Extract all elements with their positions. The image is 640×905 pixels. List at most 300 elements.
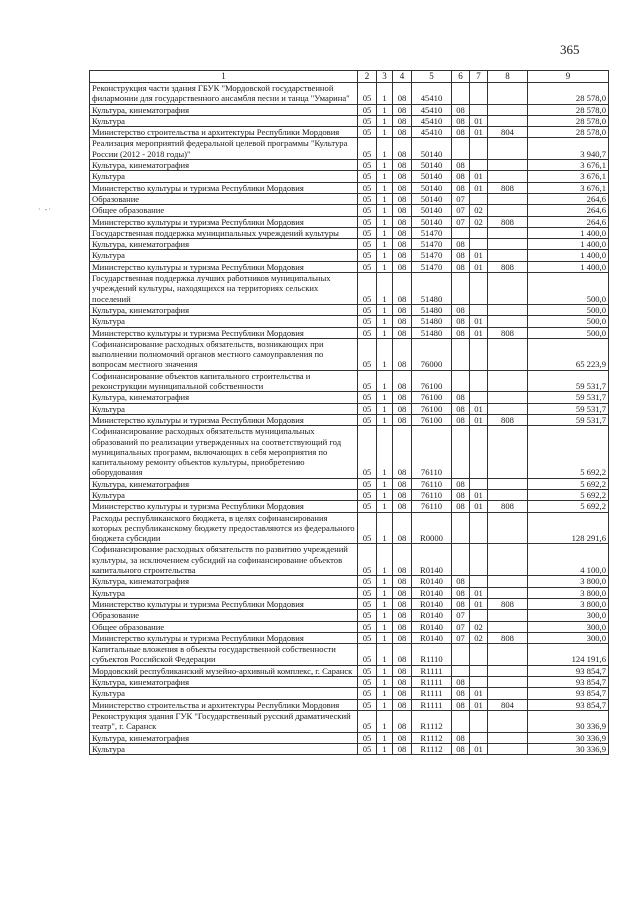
item-name-cell: Министерство культуры и туризма Республики Мордовия: [90, 261, 358, 272]
code-cell: 08: [393, 392, 412, 403]
code-cell: 08: [393, 501, 412, 512]
ministry-code-cell: 804: [488, 699, 528, 710]
code-cell: 08: [393, 587, 412, 598]
item-name-cell: Министерство культуры и туризма Республики Мордовия: [90, 598, 358, 609]
amount-cell: 5 692,2: [528, 501, 609, 512]
ministry-code-cell: [488, 392, 528, 403]
code-cell: 1: [377, 610, 393, 621]
code-cell: 1: [377, 104, 393, 115]
section-code-cell: [452, 665, 470, 676]
code-cell: 08: [393, 338, 412, 370]
target-code-cell: 76000: [412, 338, 452, 370]
section-code-cell: 07: [452, 193, 470, 204]
code-cell: 08: [393, 544, 412, 576]
code-cell: 1: [377, 392, 393, 403]
item-name-cell: Министерство культуры и туризма Республики Мордовия: [90, 414, 358, 425]
ministry-code-cell: [488, 710, 528, 732]
amount-cell: 500,0: [528, 304, 609, 315]
code-cell: 1: [377, 576, 393, 587]
table-row: [90, 512, 609, 544]
section-code-cell: 08: [452, 598, 470, 609]
code-cell: 05: [358, 665, 377, 676]
table-row: [90, 127, 609, 138]
item-name-cell: Министерство культуры и туризма Республики Мордовия: [90, 632, 358, 643]
code-cell: 08: [393, 414, 412, 425]
amount-cell: 264,6: [528, 205, 609, 216]
amount-cell: 500,0: [528, 316, 609, 327]
amount-cell: 300,0: [528, 621, 609, 632]
target-code-cell: 51470: [412, 239, 452, 250]
target-code-cell: R0140: [412, 576, 452, 587]
table-row: [90, 227, 609, 238]
code-cell: 1: [377, 544, 393, 576]
subsection-code-cell: [470, 304, 488, 315]
target-code-cell: R1112: [412, 732, 452, 743]
ministry-code-cell: [488, 743, 528, 754]
target-code-cell: 76110: [412, 501, 452, 512]
code-cell: 05: [358, 743, 377, 754]
amount-cell: 93 854,7: [528, 688, 609, 699]
amount-cell: 128 291,6: [528, 512, 609, 544]
code-cell: 08: [393, 327, 412, 338]
section-code-cell: 07: [452, 216, 470, 227]
subsection-code-cell: [470, 392, 488, 403]
section-code-cell: 08: [452, 171, 470, 182]
table-header: [90, 71, 609, 83]
code-cell: 1: [377, 632, 393, 643]
table-row: [90, 699, 609, 710]
amount-cell: 1 400,0: [528, 227, 609, 238]
code-cell: 08: [393, 316, 412, 327]
ministry-code-cell: [488, 403, 528, 414]
target-code-cell: 50140: [412, 182, 452, 193]
margin-mark: · -·: [38, 205, 52, 214]
subsection-code-cell: 01: [470, 743, 488, 754]
code-cell: 1: [377, 171, 393, 182]
code-cell: 08: [393, 489, 412, 500]
target-code-cell: R0140: [412, 587, 452, 598]
item-name-cell: Министерство культуры и туризма Республики Мордовия: [90, 501, 358, 512]
section-code-cell: 08: [452, 587, 470, 598]
subsection-code-cell: [470, 512, 488, 544]
code-cell: 08: [393, 205, 412, 216]
section-code-cell: 08: [452, 327, 470, 338]
target-code-cell: 51470: [412, 227, 452, 238]
target-code-cell: R0000: [412, 512, 452, 544]
amount-cell: 93 854,7: [528, 677, 609, 688]
amount-cell: 300,0: [528, 632, 609, 643]
code-cell: 05: [358, 587, 377, 598]
section-code-cell: 07: [452, 632, 470, 643]
code-cell: 05: [358, 327, 377, 338]
code-cell: 1: [377, 644, 393, 666]
code-cell: 1: [377, 710, 393, 732]
item-name-cell: Культура, кинематография: [90, 677, 358, 688]
item-name-cell: Мордовский республиканский музейно-архивный комплекс, г. Саранск: [90, 665, 358, 676]
item-name-cell: Реконструкция части здания ГБУК "Мордовской государственной филармонии для государственного ансамбля песни и танца "Умарина": [90, 83, 358, 105]
target-code-cell: 51480: [412, 327, 452, 338]
ministry-code-cell: 808: [488, 632, 528, 643]
section-code-cell: 08: [452, 127, 470, 138]
section-code-cell: 08: [452, 489, 470, 500]
section-code-cell: 08: [452, 677, 470, 688]
section-code-cell: 08: [452, 104, 470, 115]
item-name-cell: Культура: [90, 587, 358, 598]
table-row: [90, 743, 609, 754]
ministry-code-cell: 808: [488, 414, 528, 425]
table-row: [90, 426, 609, 478]
section-code-cell: 08: [452, 160, 470, 171]
code-cell: 05: [358, 193, 377, 204]
item-name-cell: Культура: [90, 688, 358, 699]
amount-cell: 4 100,0: [528, 544, 609, 576]
code-cell: 05: [358, 677, 377, 688]
code-cell: 05: [358, 699, 377, 710]
ministry-code-cell: [488, 610, 528, 621]
target-code-cell: 51470: [412, 261, 452, 272]
amount-cell: 59 531,7: [528, 392, 609, 403]
ministry-code-cell: 808: [488, 261, 528, 272]
code-cell: 05: [358, 512, 377, 544]
subsection-code-cell: 01: [470, 489, 488, 500]
target-code-cell: R1111: [412, 677, 452, 688]
subsection-code-cell: [470, 83, 488, 105]
code-cell: 1: [377, 160, 393, 171]
code-cell: 08: [393, 688, 412, 699]
item-name-cell: Реконструкция здания ГУК "Государственный русский драматический театр", г. Саранск: [90, 710, 358, 732]
table-row: [90, 414, 609, 425]
section-code-cell: [452, 138, 470, 160]
section-code-cell: 08: [452, 182, 470, 193]
amount-cell: 28 578,0: [528, 104, 609, 115]
ministry-code-cell: 808: [488, 598, 528, 609]
subsection-code-cell: 01: [470, 598, 488, 609]
ministry-code-cell: [488, 489, 528, 500]
code-cell: 05: [358, 688, 377, 699]
code-cell: 1: [377, 512, 393, 544]
item-name-cell: Общее образование: [90, 621, 358, 632]
subsection-code-cell: [470, 193, 488, 204]
ministry-code-cell: [488, 115, 528, 126]
code-cell: 1: [377, 414, 393, 425]
subsection-code-cell: [470, 338, 488, 370]
code-cell: 05: [358, 392, 377, 403]
target-code-cell: R0140: [412, 610, 452, 621]
ministry-code-cell: [488, 587, 528, 598]
item-name-cell: Культура: [90, 743, 358, 754]
header-cell: 2: [358, 71, 377, 83]
ministry-code-cell: 808: [488, 501, 528, 512]
subsection-code-cell: [470, 138, 488, 160]
code-cell: 05: [358, 239, 377, 250]
target-code-cell: 50140: [412, 205, 452, 216]
table-row: [90, 632, 609, 643]
header-cell: 9: [528, 71, 609, 83]
table-row: [90, 338, 609, 370]
section-code-cell: 08: [452, 304, 470, 315]
code-cell: 1: [377, 743, 393, 754]
section-code-cell: 08: [452, 699, 470, 710]
amount-cell: 5 692,2: [528, 489, 609, 500]
item-name-cell: Образование: [90, 610, 358, 621]
code-cell: 1: [377, 598, 393, 609]
header-row: [90, 71, 609, 83]
subsection-code-cell: 01: [470, 182, 488, 193]
page-number: 365: [560, 42, 580, 57]
amount-cell: 3 676,1: [528, 160, 609, 171]
table-row: [90, 193, 609, 204]
code-cell: 05: [358, 338, 377, 370]
ministry-code-cell: [488, 250, 528, 261]
table-row: [90, 501, 609, 512]
code-cell: 05: [358, 160, 377, 171]
header-cell: 8: [488, 71, 528, 83]
table-row: [90, 273, 609, 305]
code-cell: 05: [358, 227, 377, 238]
code-cell: 1: [377, 677, 393, 688]
code-cell: 05: [358, 632, 377, 643]
item-name-cell: Культура: [90, 171, 358, 182]
code-cell: 05: [358, 171, 377, 182]
amount-cell: 28 578,0: [528, 115, 609, 126]
code-cell: 08: [393, 576, 412, 587]
target-code-cell: 76100: [412, 414, 452, 425]
code-cell: 05: [358, 304, 377, 315]
ministry-code-cell: [488, 370, 528, 392]
code-cell: 08: [393, 426, 412, 478]
amount-cell: 3 940,7: [528, 138, 609, 160]
amount-cell: 28 578,0: [528, 127, 609, 138]
code-cell: 1: [377, 261, 393, 272]
code-cell: 1: [377, 250, 393, 261]
target-code-cell: R1112: [412, 743, 452, 754]
section-code-cell: 08: [452, 414, 470, 425]
section-code-cell: 08: [452, 478, 470, 489]
ministry-code-cell: 808: [488, 216, 528, 227]
ministry-code-cell: [488, 304, 528, 315]
code-cell: 08: [393, 160, 412, 171]
header-cell: 3: [377, 71, 393, 83]
subsection-code-cell: 01: [470, 403, 488, 414]
ministry-code-cell: [488, 83, 528, 105]
code-cell: 05: [358, 544, 377, 576]
code-cell: 1: [377, 732, 393, 743]
item-name-cell: Культура, кинематография: [90, 576, 358, 587]
table-row: [90, 644, 609, 666]
header-cell: 4: [393, 71, 412, 83]
subsection-code-cell: [470, 273, 488, 305]
code-cell: 1: [377, 338, 393, 370]
target-code-cell: R0140: [412, 632, 452, 643]
ministry-code-cell: [488, 478, 528, 489]
code-cell: 08: [393, 304, 412, 315]
amount-cell: 264,6: [528, 216, 609, 227]
subsection-code-cell: 01: [470, 587, 488, 598]
code-cell: 05: [358, 127, 377, 138]
item-name-cell: Культура: [90, 316, 358, 327]
code-cell: 1: [377, 115, 393, 126]
section-code-cell: 08: [452, 250, 470, 261]
code-cell: 08: [393, 182, 412, 193]
code-cell: 1: [377, 665, 393, 676]
subsection-code-cell: [470, 576, 488, 587]
table-row: [90, 576, 609, 587]
code-cell: 05: [358, 261, 377, 272]
table-row: [90, 327, 609, 338]
amount-cell: 30 336,9: [528, 710, 609, 732]
target-code-cell: 76100: [412, 403, 452, 414]
section-code-cell: [452, 426, 470, 478]
target-code-cell: 51480: [412, 273, 452, 305]
target-code-cell: 50140: [412, 171, 452, 182]
code-cell: 1: [377, 621, 393, 632]
item-name-cell: Культура, кинематография: [90, 304, 358, 315]
header-cell: 6: [452, 71, 470, 83]
header-cell: 1: [90, 71, 358, 83]
code-cell: 1: [377, 83, 393, 105]
code-cell: 1: [377, 205, 393, 216]
section-code-cell: 08: [452, 501, 470, 512]
subsection-code-cell: [470, 665, 488, 676]
code-cell: 08: [393, 610, 412, 621]
table-row: [90, 160, 609, 171]
subsection-code-cell: [470, 644, 488, 666]
subsection-code-cell: 01: [470, 688, 488, 699]
target-code-cell: 50140: [412, 216, 452, 227]
code-cell: 08: [393, 644, 412, 666]
code-cell: 08: [393, 478, 412, 489]
target-code-cell: 50140: [412, 138, 452, 160]
subsection-code-cell: [470, 710, 488, 732]
code-cell: 1: [377, 138, 393, 160]
item-name-cell: Образование: [90, 193, 358, 204]
code-cell: 05: [358, 489, 377, 500]
table-row: [90, 598, 609, 609]
amount-cell: 93 854,7: [528, 665, 609, 676]
ministry-code-cell: [488, 316, 528, 327]
table-row: [90, 138, 609, 160]
subsection-code-cell: 01: [470, 699, 488, 710]
code-cell: 05: [358, 426, 377, 478]
item-name-cell: Министерство культуры и туризма Республики Мордовия: [90, 327, 358, 338]
item-name-cell: Культура: [90, 403, 358, 414]
ministry-code-cell: 804: [488, 127, 528, 138]
section-code-cell: [452, 370, 470, 392]
item-name-cell: Культура: [90, 115, 358, 126]
target-code-cell: 76100: [412, 392, 452, 403]
item-name-cell: Общее образование: [90, 205, 358, 216]
code-cell: 08: [393, 512, 412, 544]
section-code-cell: 07: [452, 205, 470, 216]
code-cell: 08: [393, 743, 412, 754]
subsection-code-cell: 01: [470, 171, 488, 182]
code-cell: 05: [358, 370, 377, 392]
item-name-cell: Культура: [90, 489, 358, 500]
header-cell: 5: [412, 71, 452, 83]
amount-cell: 30 336,9: [528, 732, 609, 743]
table-row: [90, 239, 609, 250]
code-cell: 05: [358, 83, 377, 105]
section-code-cell: [452, 273, 470, 305]
table-row: [90, 370, 609, 392]
code-cell: 05: [358, 138, 377, 160]
subsection-code-cell: 01: [470, 501, 488, 512]
code-cell: 05: [358, 205, 377, 216]
subsection-code-cell: [470, 239, 488, 250]
table-row: [90, 688, 609, 699]
code-cell: 08: [393, 273, 412, 305]
ministry-code-cell: [488, 160, 528, 171]
code-cell: 08: [393, 261, 412, 272]
section-code-cell: 08: [452, 316, 470, 327]
section-code-cell: 08: [452, 688, 470, 699]
amount-cell: 3 800,0: [528, 587, 609, 598]
subsection-code-cell: 02: [470, 205, 488, 216]
ministry-code-cell: [488, 544, 528, 576]
subsection-code-cell: [470, 677, 488, 688]
section-code-cell: [452, 338, 470, 370]
table-row: [90, 489, 609, 500]
item-name-cell: Министерство строительства и архитектуры Республики Мордовия: [90, 699, 358, 710]
subsection-code-cell: 01: [470, 414, 488, 425]
section-code-cell: [452, 83, 470, 105]
amount-cell: 5 692,2: [528, 426, 609, 478]
target-code-cell: R1111: [412, 688, 452, 699]
amount-cell: 59 531,7: [528, 414, 609, 425]
subsection-code-cell: [470, 544, 488, 576]
table-row: [90, 621, 609, 632]
section-code-cell: [452, 512, 470, 544]
code-cell: 08: [393, 216, 412, 227]
subsection-code-cell: [470, 227, 488, 238]
item-name-cell: Министерство культуры и туризма Республики Мордовия: [90, 182, 358, 193]
budget-table: [89, 70, 609, 755]
ministry-code-cell: [488, 688, 528, 699]
code-cell: 08: [393, 710, 412, 732]
code-cell: 1: [377, 327, 393, 338]
code-cell: 1: [377, 304, 393, 315]
amount-cell: 264,6: [528, 193, 609, 204]
table-row: [90, 115, 609, 126]
item-name-cell: Культура, кинематография: [90, 239, 358, 250]
item-name-cell: Культура, кинематография: [90, 732, 358, 743]
amount-cell: 3 800,0: [528, 576, 609, 587]
section-code-cell: [452, 710, 470, 732]
code-cell: 08: [393, 665, 412, 676]
ministry-code-cell: [488, 576, 528, 587]
code-cell: 1: [377, 127, 393, 138]
code-cell: 08: [393, 115, 412, 126]
item-name-cell: Министерство культуры и туризма Республики Мордовия: [90, 216, 358, 227]
table-row: [90, 677, 609, 688]
target-code-cell: 76110: [412, 478, 452, 489]
item-name-cell: Софинансирование расходных обязательств, возникающих при выполнении полномочий органов местного самоуправления по вопросам местного значения: [90, 338, 358, 370]
subsection-code-cell: 02: [470, 632, 488, 643]
code-cell: 05: [358, 273, 377, 305]
code-cell: 05: [358, 478, 377, 489]
item-name-cell: Культура, кинематография: [90, 478, 358, 489]
subsection-code-cell: 02: [470, 621, 488, 632]
ministry-code-cell: [488, 138, 528, 160]
target-code-cell: 45410: [412, 83, 452, 105]
code-cell: 05: [358, 501, 377, 512]
subsection-code-cell: [470, 426, 488, 478]
table-row: [90, 205, 609, 216]
table-row: [90, 250, 609, 261]
code-cell: 08: [393, 732, 412, 743]
section-code-cell: 08: [452, 392, 470, 403]
subsection-code-cell: [470, 478, 488, 489]
